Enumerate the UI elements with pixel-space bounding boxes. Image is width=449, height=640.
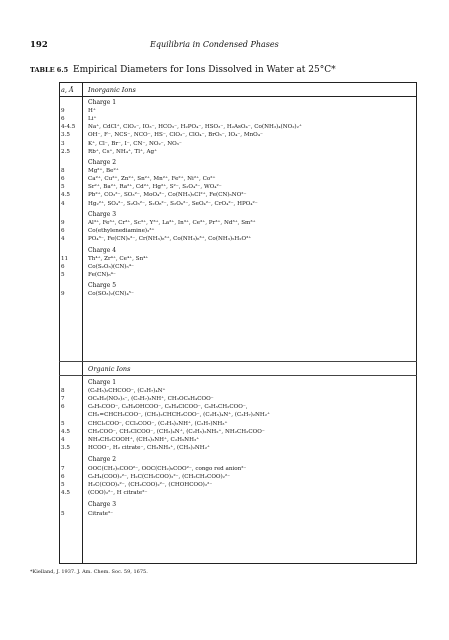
table-row <box>0 481 449 489</box>
ion-list-cell: Hg₂²⁺, SO₄²⁻, S₂O₃²⁻, S₂O₈²⁻, S₂O₆²⁻, SeO₄²⁻, CrO₄²⁻, HPO₄²⁻ <box>88 200 258 207</box>
ion-diameter-cell: 6 <box>61 473 65 480</box>
ion-diameter-cell: 3 <box>61 140 65 147</box>
table-row <box>0 510 449 518</box>
table-title: Empirical Diameters for Ions Dissolved in Water at 25°C* <box>73 65 336 75</box>
ion-diameter-cell: 4 <box>61 236 65 243</box>
table-row <box>0 140 449 148</box>
ion-diameter-cell: 2.5 <box>61 148 70 155</box>
charge-group-label: Charge 3 <box>88 210 117 218</box>
ion-diameter-cell: 7 <box>61 465 65 472</box>
table-row <box>0 191 449 199</box>
table-row <box>0 131 449 139</box>
ion-list-cell: CH₃COO⁻, CH₂ClCOO⁻, (CH₃)₄N⁺, (C₂H₅)₂NH₂⁺, NH₂CH₂COO⁻ <box>88 428 265 435</box>
ion-list-cell: (C₆H₅)₂CHCOO⁻, (C₃H₇)₄N⁺ <box>88 388 166 395</box>
table-row <box>0 420 449 428</box>
ion-diameter-cell: 3.5 <box>61 132 70 139</box>
ion-list-cell: Rb⁺, Cs⁺, NH₄⁺, Tl⁺, Ag⁺ <box>88 148 158 155</box>
charge-group-label: Charge 1 <box>88 99 117 106</box>
ion-diameter-cell: 4-4.5 <box>61 124 76 131</box>
ion-diameter-cell: 5 <box>61 420 65 427</box>
ion-diameter-cell: 4.5 <box>61 489 70 496</box>
organic-section-header: Organic Ions <box>88 365 131 373</box>
table-row <box>0 175 449 183</box>
ion-list-cell: Co(S₂O₃)(CN)₅⁴⁻ <box>88 263 134 270</box>
ion-diameter-cell: 5 <box>61 481 65 488</box>
ion-diameter-cell: 4.5 <box>61 192 70 199</box>
ion-list-cell: Fe(CN)₆⁴⁻ <box>88 271 116 278</box>
ion-list-cell: Co(SO₃)₂(CN)₄⁵⁻ <box>88 291 134 298</box>
ion-list-cell: Al³⁺, Fe³⁺, Cr³⁺, Sc³⁺, Y³⁺, La³⁺, In³⁺, Ce³⁺, Pr³⁺, Nd³⁺, Sm³⁺ <box>88 220 256 226</box>
ion-list-cell: Li⁺ <box>88 116 97 123</box>
ion-list-cell: Citrate³⁻ <box>88 510 114 517</box>
table-row <box>0 255 449 263</box>
table-row <box>0 290 449 298</box>
ion-diameter-cell: 5 <box>61 271 65 278</box>
ion-diameter-cell: 9 <box>61 291 65 298</box>
table-row <box>0 271 449 279</box>
ion-list-cell: NH₃CH₂COOH⁺, (CH₃)₃NH⁺, C₂H₅NH₃⁺ <box>88 436 200 443</box>
table-row <box>0 436 449 444</box>
ion-list-cell: HCOO⁻, H₂ citrate⁻, CH₃NH₃⁺, (CH₃)₂NH₂⁺ <box>88 444 210 451</box>
section-rule <box>59 361 417 362</box>
ion-diameter-cell: 6 <box>61 263 65 270</box>
ion-diameter-cell: 5 <box>61 510 65 517</box>
ion-list-cell: Mg²⁺, Be²⁺ <box>88 168 119 175</box>
ion-diameter-cell: 8 <box>61 388 65 395</box>
ion-list-cell: OOC(CH₂)₅COO²⁻, OOC(CH₂)₆COO²⁻, congo red anion²⁻ <box>88 465 247 472</box>
table-row <box>0 227 449 235</box>
ion-list-cell: Ca²⁺, Cu²⁺, Zn²⁺, Sn²⁺, Mn²⁺, Fe²⁺, Ni²⁺, Co²⁺ <box>88 176 216 183</box>
ion-diameter-cell: 9 <box>61 108 65 115</box>
page-number: 192 <box>30 40 48 50</box>
ion-list-cell: Pb²⁺, CO₃²⁻, SO₃²⁻, MoO₄²⁻, Co(NH₃)₅Cl²⁺, Fe(CN)₅NO²⁻ <box>88 192 247 199</box>
organic-header-rule <box>59 375 417 376</box>
ion-diameter-cell: 8 <box>61 168 65 175</box>
charge-group-label: Charge 4 <box>88 246 117 254</box>
table-row <box>0 123 449 131</box>
col-header-diameter: a, Å <box>61 86 74 94</box>
ion-list-cell: C₆H₄(COO)₂²⁻, H₂C(CH₂COO)₂²⁻, (CH₂CH₂COO)₂²⁻ <box>88 473 231 480</box>
ion-diameter-cell: 9 <box>61 220 65 226</box>
table-caption <box>30 65 430 75</box>
table-row <box>0 200 449 208</box>
table-label: TABLE 6.5 <box>30 66 69 74</box>
ion-diameter-cell: 6 <box>61 228 65 235</box>
table-row <box>0 263 449 271</box>
ion-list-cell: H⁺ <box>88 108 96 115</box>
table-row <box>0 219 449 227</box>
ion-list-cell: (COO)₂²⁻, H citrate²⁻ <box>88 489 148 496</box>
ion-diameter-cell: 4 <box>61 200 65 207</box>
table-row <box>0 465 449 473</box>
table-row <box>0 428 449 436</box>
ion-diameter-cell: 4 <box>61 436 65 443</box>
col-header-inorganic: Inorganic Ions <box>88 86 136 94</box>
table-row <box>0 115 449 123</box>
ion-diameter-cell: 3.5 <box>61 444 70 451</box>
ion-diameter-cell: 6 <box>61 176 65 183</box>
table-row <box>0 183 449 191</box>
table-row <box>0 387 449 395</box>
ion-list-cell: CHCl₂COO⁻, CCl₃COO⁻, (C₂H₅)₃NH⁺, (C₃H₇)NH₃⁺ <box>88 420 228 427</box>
ion-list-cell: Sr²⁺, Ba²⁺, Ra²⁺, Cd²⁺, Hg²⁺, S²⁻, S₂O₄²⁻, WO₄²⁻ <box>88 184 222 191</box>
ion-diameter-cell: 4.5 <box>61 428 70 435</box>
ion-list-cell: Na⁺, CdCl⁺, ClO₂⁻, IO₃⁻, HCO₃⁻, H₂PO₄⁻, HSO₃⁻, H₂AsO₄⁻, Co(NH₃)₄(NO₂)₂⁺ <box>88 124 302 131</box>
table-row <box>0 148 449 156</box>
ion-list-cell: PO₄³⁻, Fe(CN)₆³⁻, Cr(NH₃)₆³⁺, Co(NH₃)₆³⁺, Co(NH₃)₅H₂O³⁺ <box>88 236 252 243</box>
ion-list-cell: Co(ethylenediamine)₃³⁺ <box>88 228 155 235</box>
ion-diameter-cell: 6 <box>61 116 65 123</box>
charge-group-label: Charge 3 <box>88 501 117 509</box>
ion-list-cell: H₂C(COO)₂²⁻, (CH₂COO)₂²⁻, (CHOHCOO)₂²⁻ <box>88 481 213 488</box>
ion-diameter-cell: 5 <box>61 184 65 191</box>
charge-group-label: Charge 1 <box>88 379 117 386</box>
table-row <box>0 395 449 403</box>
table-row <box>0 403 449 411</box>
table-row <box>0 489 449 497</box>
ion-list-cell: Th⁴⁺, Zr⁴⁺, Ce⁴⁺, Sn⁴⁺ <box>88 255 149 262</box>
table-row <box>0 411 449 419</box>
ion-list-cell: K⁺, Cl⁻, Br⁻, I⁻, CN⁻, NO₂⁻, NO₃⁻ <box>88 140 182 147</box>
ion-diameter-cell: 11 <box>61 255 69 262</box>
charge-group-label: Charge 2 <box>88 456 117 464</box>
ion-list-cell: CH₂=CHCH₂COO⁻, (CH₃)₂CHCH₂COO⁻, (C₂H₅)₄N⁺, (C₃H₇)₂NH₂⁺ <box>88 412 271 419</box>
table-row <box>0 167 449 175</box>
ion-diameter-cell: 7 <box>61 396 65 403</box>
ion-list-cell: OH⁻, F⁻, NCS⁻, NCO⁻, HS⁻, ClO₃⁻, ClO₄⁻, BrO₃⁻, IO₄⁻, MnO₄⁻ <box>88 132 263 139</box>
ion-diameter-cell: 6 <box>61 404 65 411</box>
table-row <box>0 235 449 243</box>
table-row <box>0 107 449 115</box>
ion-list-cell: OC₆H₂(NO₂)₃⁻, (C₃H₇)₃NH⁺, CH₃OC₆H₄COO⁻ <box>88 396 214 403</box>
charge-group-label: Charge 5 <box>88 282 117 290</box>
charge-group-label: Charge 2 <box>88 159 117 166</box>
header-rule <box>59 96 417 97</box>
table-row <box>0 444 449 452</box>
table-footnote: *Kielland, J. 1937. J. Am. Chem. Soc. 59, 1675. <box>30 569 148 575</box>
running-head: Equilibria in Condensed Phases <box>150 40 279 49</box>
table-row <box>0 473 449 481</box>
ion-list-cell: C₆H₅COO⁻, C₆H₄OHCOO⁻, C₆H₄ClCOO⁻, C₆H₅CH₂COO⁻, <box>88 404 248 411</box>
